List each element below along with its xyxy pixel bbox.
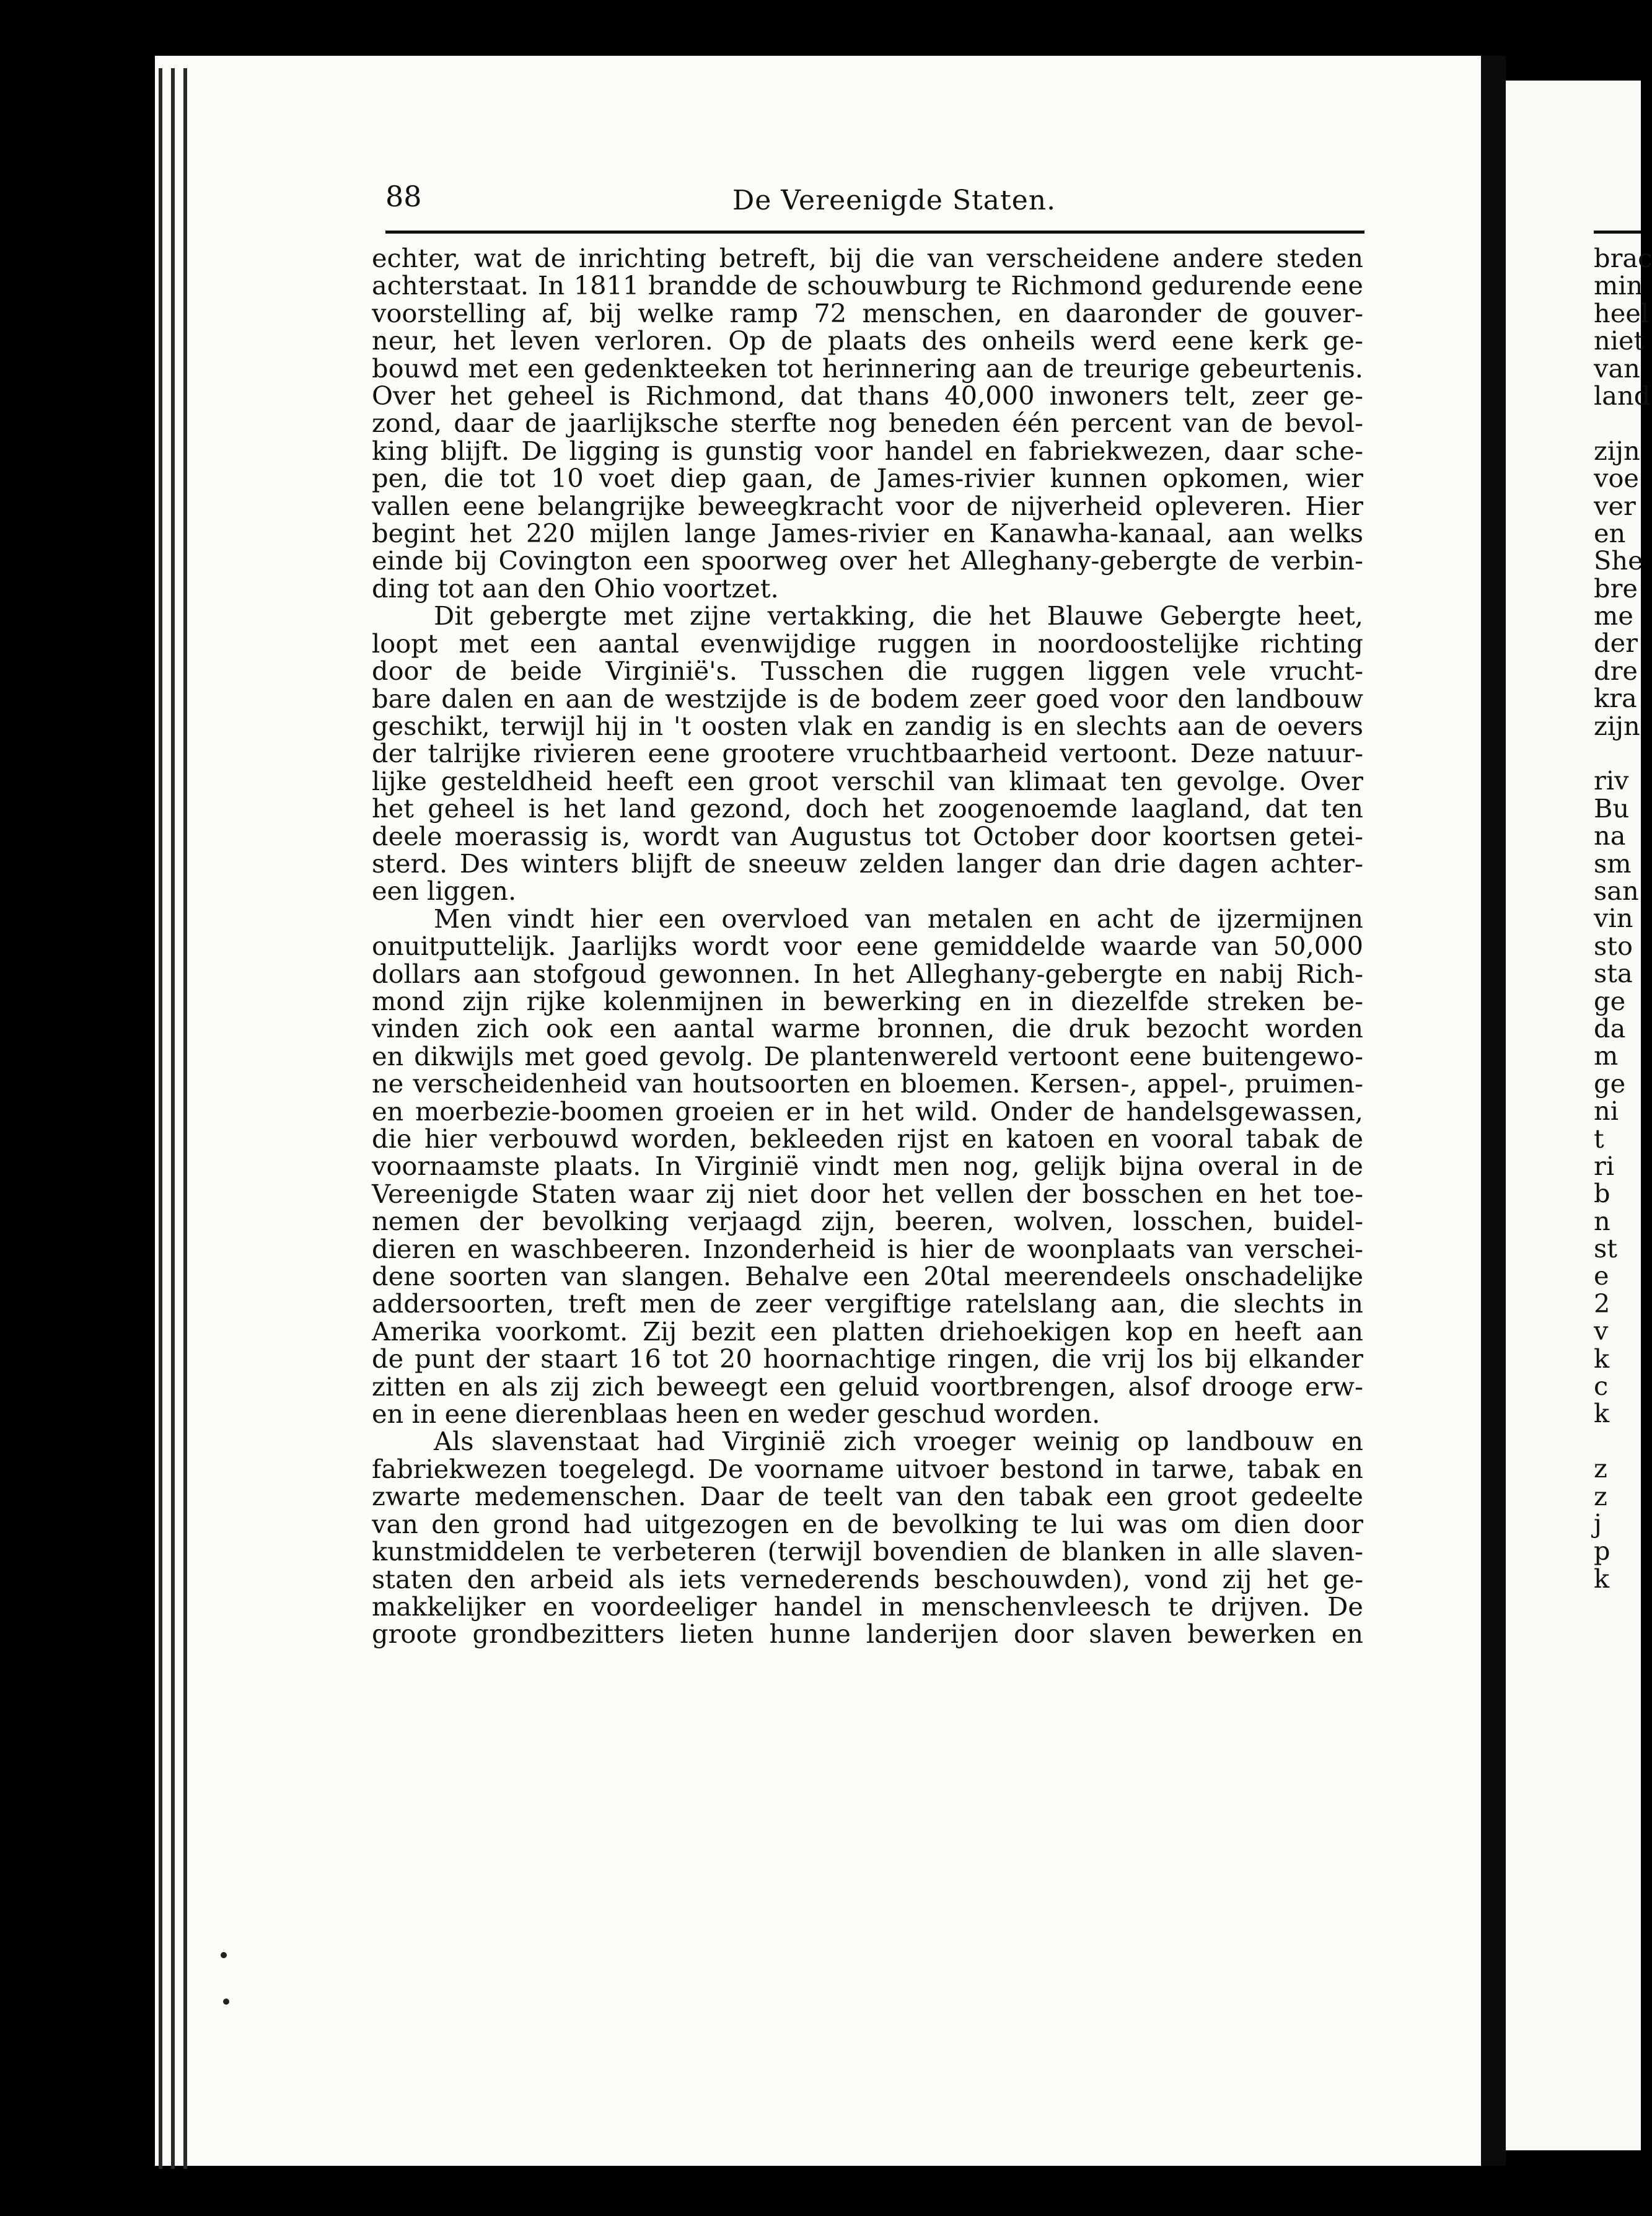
paragraph xyxy=(372,245,1363,602)
text-line: fabriekwezen toegelegd. De voorname uitvoer bestond in tarwe, tabak en xyxy=(372,1453,1363,1484)
next-page-fragment: z xyxy=(1594,1480,1607,1511)
next-page-fragment: 2 xyxy=(1594,1288,1610,1319)
text-line: king blijft. De ligging is gunstig voor handel en fabriekwezen, daar sche- xyxy=(372,435,1363,466)
next-page-fragment: dre xyxy=(1594,655,1638,686)
text-line: Als slavenstaat had Virginië zich vroeger weinig op landbouw en xyxy=(434,1426,1363,1457)
next-page-fragment: vin xyxy=(1594,903,1633,934)
next-page-fragment: ge xyxy=(1594,1068,1626,1099)
next-page-rule xyxy=(1594,231,1641,234)
text-line: staten den arbeid als iets vernederends beschouwden), vond zij het ge- xyxy=(372,1563,1363,1594)
text-line: kunstmiddelen te verbeteren (terwijl bovendien de blanken in alle slaven- xyxy=(372,1536,1363,1567)
text-line: groote grondbezitters lieten hunne landerijen door slaven bewerken en xyxy=(372,1619,1363,1650)
book-gutter xyxy=(1481,56,1506,2166)
next-page-fragment: ni xyxy=(1594,1096,1619,1127)
text-line: der talrijke rivieren eene grootere vruchtbaarheid vertoont. Deze natuur- xyxy=(372,738,1363,769)
page-edge-line xyxy=(159,68,162,2169)
next-page-fragment: Bu xyxy=(1594,793,1630,824)
next-page-fragment: zijn xyxy=(1594,710,1640,741)
text-line: dene soorten van slangen. Behalve een 20tal meerendeels onschadelijke xyxy=(372,1261,1363,1292)
text-line: einde bij Covington een spoorweg over het Alleghany-gebergte de verbin- xyxy=(372,545,1363,576)
text-line: makkelijker en voordeeliger handel in menschenvleesch te drijven. De xyxy=(372,1591,1363,1622)
page-edge-line xyxy=(171,68,175,2169)
text-line: van den grond had uitgezogen en de bevolking te lui was om dien door xyxy=(372,1508,1363,1539)
next-page-fragment: sm xyxy=(1594,848,1632,879)
next-page-fragment: ge xyxy=(1594,985,1626,1016)
next-page-fragment: sto xyxy=(1594,930,1633,961)
speck xyxy=(221,1952,227,1958)
next-page-fragment: der xyxy=(1594,628,1638,659)
next-page-fragment: voe xyxy=(1594,463,1639,494)
text-line: pen, die tot 10 voet diep gaan, de James-rivier kunnen opkomen, wier xyxy=(372,463,1363,494)
next-page-fragment: k xyxy=(1594,1398,1610,1429)
next-page-fragment: land xyxy=(1594,380,1651,411)
next-page-fragment: z xyxy=(1594,1453,1607,1484)
next-page-fragment: heel xyxy=(1594,297,1650,328)
next-page-fragment: san xyxy=(1594,875,1639,906)
text-line: onuitputtelijk. Jaarlijks wordt voor eene gemiddelde waarde van 50,000 xyxy=(372,931,1363,962)
next-page-fragment: n xyxy=(1594,1205,1610,1236)
next-page-fragment: niet xyxy=(1594,325,1645,356)
text-line: ne verscheidenheid van houtsoorten en bloemen. Kersen-, appel-, pruimen- xyxy=(372,1068,1363,1099)
next-page-fragment: da xyxy=(1594,1013,1626,1044)
next-page-fragment: c xyxy=(1594,1371,1609,1402)
text-line: vallen eene belangrijke beweegkracht voor de nijverheid opleveren. Hier xyxy=(372,490,1363,521)
text-line: begint het 220 mijlen lange James-rivier en Kanawha-kanaal, aan welks xyxy=(372,518,1363,549)
text-line: vinden zich ook een aantal warme bronnen, die druk bezocht worden xyxy=(372,1013,1363,1044)
text-line: nemen der bevolking verjaagd zijn, beeren, wolven, losschen, buidel- xyxy=(372,1206,1363,1237)
page-edge-line xyxy=(183,68,187,2169)
next-page-fragment: j xyxy=(1594,1508,1602,1539)
next-page-fragment: m xyxy=(1594,1040,1619,1071)
text-line: zitten en als zij zich beweegt een geluid voortbrengen, alsof drooge erw- xyxy=(372,1371,1363,1402)
text-line: deele moerassig is, wordt van Augustus tot October door koortsen getei- xyxy=(372,820,1363,851)
text-line: het geheel is het land gezond, doch het zoogenoemde laagland, dat ten xyxy=(372,793,1363,824)
header-rule xyxy=(385,231,1364,234)
text-line: loopt met een aantal evenwijdige ruggen in noordoostelijke richting xyxy=(372,628,1363,659)
text-line: mond zijn rijke kolenmijnen in bewerking en in diezelfde streken be- xyxy=(372,985,1363,1016)
next-page-fragment: k xyxy=(1594,1343,1610,1374)
text-line: addersoorten, treft men de zeer vergiftige ratelslang aan, die slechts in xyxy=(372,1288,1363,1319)
text-line: de punt der staart 16 tot 20 hoornachtige ringen, die vrij los bij elkander xyxy=(372,1343,1363,1374)
text-line: bare dalen en aan de westzijde is de bodem zeer goed voor den landbouw xyxy=(372,683,1363,714)
next-page-fragment: min xyxy=(1594,270,1643,301)
text-line: en in eene dierenblaas heen en weder geschud worden. xyxy=(372,1399,1101,1430)
text-line: achterstaat. In 1811 brandde de schouwburg te Richmond gedurende eene xyxy=(372,270,1363,301)
speck xyxy=(223,1998,229,2005)
text-line: dieren en waschbeeren. Inzonderheid is hier de woonplaats van verschei- xyxy=(372,1233,1363,1264)
text-line: Vereenigde Staten waar zij niet door het vellen der bosschen en het toe- xyxy=(372,1178,1363,1209)
text-line: echter, wat de inrichting betreft, bij die van verscheidene andere steden xyxy=(372,243,1363,273)
next-page-fragment: kra xyxy=(1594,683,1637,714)
next-page-fragments xyxy=(1594,243,1652,1594)
text-line: Dit gebergte met zijne vertakking, die het Blauwe Gebergte heet, xyxy=(434,600,1363,631)
body-text xyxy=(372,245,1363,1648)
text-line: voorstelling af, bij welke ramp 72 menschen, en daaronder de gouver- xyxy=(372,297,1363,328)
text-line: ding tot aan den Ohio voortzet. xyxy=(372,573,779,604)
next-page-fragment: riv xyxy=(1594,765,1629,796)
next-page-fragment: sta xyxy=(1594,958,1633,989)
text-line: geschikt, terwijl hij in 't oosten vlak en zandig is en slechts aan de oevers xyxy=(372,710,1363,741)
text-line: Over het geheel is Richmond, dat thans 40,000 inwoners telt, zeer ge- xyxy=(372,380,1363,411)
paragraph xyxy=(372,1428,1363,1648)
text-line: dollars aan stofgoud gewonnen. In het Alleghany-gebergte en nabij Rich- xyxy=(372,958,1363,989)
next-page-fragment: me xyxy=(1594,600,1633,631)
text-line: Amerika voorkomt. Zij bezit een platten driehoekigen kop en heeft aan xyxy=(372,1316,1363,1347)
next-page-fragment: p xyxy=(1594,1536,1610,1567)
next-page-fragment: e xyxy=(1594,1260,1609,1291)
next-page-fragment: na xyxy=(1594,820,1626,851)
next-page-fragment: t xyxy=(1594,1123,1604,1154)
text-line: die hier verbouwd worden, bekleeden rijst en katoen en vooral tabak de xyxy=(372,1123,1363,1154)
text-line: en moerbezie-boomen groeien er in het wild. Onder de handelsgewassen, xyxy=(372,1096,1363,1127)
running-title: De Vereenigde Staten. xyxy=(732,185,1057,216)
next-page-fragment: brac xyxy=(1594,243,1652,273)
paragraph xyxy=(372,905,1363,1428)
next-page-fragment: ver xyxy=(1594,490,1636,521)
text-line: sterd. Des winters blijft de sneeuw zelden langer dan drie dagen achter- xyxy=(372,848,1363,879)
next-page-fragment: bre xyxy=(1594,573,1638,604)
next-page-fragment: k xyxy=(1594,1563,1610,1594)
text-line: neur, het leven verloren. Op de plaats des onheils werd eene kerk ge- xyxy=(372,325,1363,356)
text-line: lijke gesteldheid heeft een groot verschil van klimaat ten gevolge. Over xyxy=(372,765,1363,796)
next-page-fragment: ri xyxy=(1594,1150,1615,1181)
next-page-fragment: v xyxy=(1594,1316,1609,1347)
next-page-fragment: b xyxy=(1594,1178,1610,1209)
page-header xyxy=(385,180,1364,223)
page-number: 88 xyxy=(385,180,422,213)
text-line: door de beide Virginië's. Tusschen die ruggen liggen vele vrucht- xyxy=(372,656,1363,687)
next-page-fragment: zijn xyxy=(1594,435,1640,466)
next-page-fragment: She xyxy=(1594,545,1643,576)
next-page-fragment: en xyxy=(1594,517,1626,548)
text-line: zwarte medemenschen. Daar de teelt van den tabak een groot gedeelte xyxy=(372,1481,1363,1512)
text-line: en dikwijls met goed gevolg. De plantenwereld vertoont eene buitengewo- xyxy=(372,1040,1363,1071)
text-line: een liggen. xyxy=(372,876,517,907)
text-line: zond, daar de jaarlijksche sterfte nog beneden één percent van de bevol- xyxy=(372,408,1363,439)
next-page-fragment: van xyxy=(1594,353,1640,384)
text-line: bouwd met een gedenkteeken tot herinnering aan de treurige gebeurtenis. xyxy=(372,353,1363,384)
text-line: voornaamste plaats. In Virginië vindt men nog, gelijk bijna overal in de xyxy=(372,1151,1363,1182)
text-line: Men vindt hier een overvloed van metalen en acht de ijzermijnen xyxy=(434,903,1363,934)
next-page-fragment: st xyxy=(1594,1233,1617,1264)
paragraph xyxy=(372,602,1363,905)
